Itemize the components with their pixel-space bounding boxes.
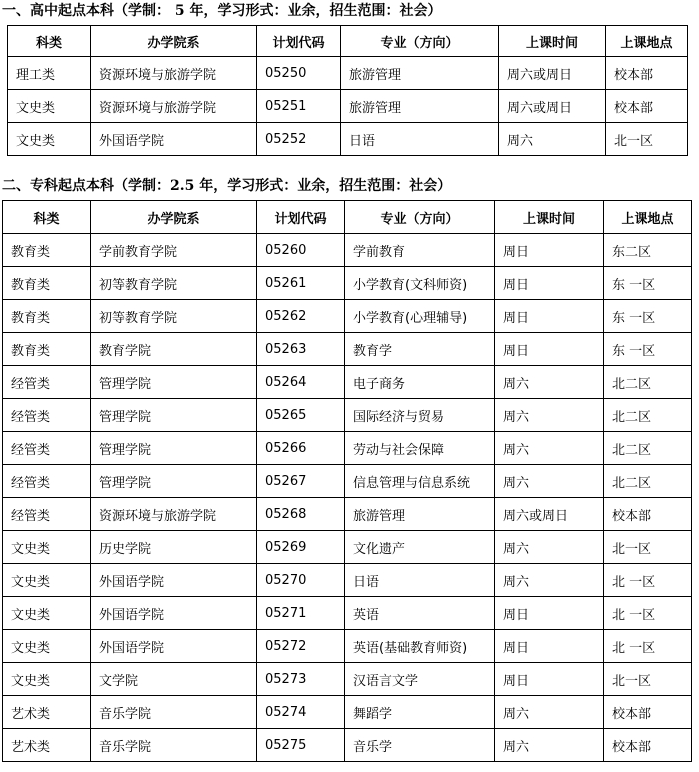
class-time-cell: 周六或周日 xyxy=(495,498,604,531)
column-header-major: 专业（方向） xyxy=(345,201,495,234)
department-cell: 历史学院 xyxy=(91,531,257,564)
table-row xyxy=(3,267,692,300)
class-time-cell: 周六或周日 xyxy=(499,57,606,90)
column-header-class-time: 上课时间 xyxy=(499,26,606,57)
category-cell: 理工类 xyxy=(8,57,91,90)
table-row xyxy=(3,498,692,531)
column-header-location: 上课地点 xyxy=(604,201,692,234)
plan-code-cell: 05264 xyxy=(257,366,345,399)
column-header-category: 科类 xyxy=(8,26,91,57)
plan-code-cell: 05272 xyxy=(257,630,345,663)
section1-table xyxy=(7,25,688,156)
class-time-cell: 周六 xyxy=(495,729,604,762)
department-cell: 管理学院 xyxy=(91,465,257,498)
category-cell: 经管类 xyxy=(3,432,91,465)
category-cell: 经管类 xyxy=(3,498,91,531)
major-cell: 国际经济与贸易 xyxy=(345,399,495,432)
class-time-cell: 周六 xyxy=(499,123,606,156)
location-cell: 北二区 xyxy=(604,432,692,465)
category-cell: 文史类 xyxy=(3,630,91,663)
class-time-cell: 周六 xyxy=(495,399,604,432)
table-row xyxy=(8,90,688,123)
class-time-cell: 周日 xyxy=(495,597,604,630)
plan-code-cell: 05262 xyxy=(257,300,345,333)
class-time-cell: 周六 xyxy=(495,465,604,498)
category-cell: 艺术类 xyxy=(3,696,91,729)
category-cell: 文史类 xyxy=(3,564,91,597)
major-cell: 音乐学 xyxy=(345,729,495,762)
plan-code-cell: 05274 xyxy=(257,696,345,729)
plan-code-cell: 05250 xyxy=(257,57,341,90)
location-cell: 校本部 xyxy=(604,729,692,762)
plan-code-cell: 05261 xyxy=(257,267,345,300)
location-cell: 东 一区 xyxy=(604,333,692,366)
department-cell: 学前教育学院 xyxy=(91,234,257,267)
plan-code-cell: 05260 xyxy=(257,234,345,267)
category-cell: 文史类 xyxy=(3,663,91,696)
category-cell: 文史类 xyxy=(8,90,91,123)
location-cell: 校本部 xyxy=(604,696,692,729)
department-cell: 外国语学院 xyxy=(91,123,257,156)
location-cell: 北 一区 xyxy=(604,564,692,597)
location-cell: 北二区 xyxy=(604,399,692,432)
major-cell: 旅游管理 xyxy=(341,57,499,90)
table-row xyxy=(8,57,688,90)
table-row xyxy=(3,300,692,333)
major-cell: 电子商务 xyxy=(345,366,495,399)
plan-code-cell: 05268 xyxy=(257,498,345,531)
location-cell: 北二区 xyxy=(604,366,692,399)
column-header-department: 办学院系 xyxy=(91,201,257,234)
department-cell: 外国语学院 xyxy=(91,564,257,597)
column-header-class-time: 上课时间 xyxy=(495,201,604,234)
table-row xyxy=(3,333,692,366)
class-time-cell: 周六 xyxy=(495,432,604,465)
plan-code-cell: 05269 xyxy=(257,531,345,564)
plan-code-cell: 05267 xyxy=(257,465,345,498)
department-cell: 文学院 xyxy=(91,663,257,696)
department-cell: 资源环境与旅游学院 xyxy=(91,90,257,123)
major-cell: 小学教育(心理辅导) xyxy=(345,300,495,333)
category-cell: 经管类 xyxy=(3,366,91,399)
table-row xyxy=(3,663,692,696)
category-cell: 文史类 xyxy=(8,123,91,156)
class-time-cell: 周日 xyxy=(495,267,604,300)
table-row xyxy=(3,366,692,399)
class-time-cell: 周日 xyxy=(495,333,604,366)
major-cell: 劳动与社会保障 xyxy=(345,432,495,465)
location-cell: 校本部 xyxy=(606,57,688,90)
department-cell: 管理学院 xyxy=(91,366,257,399)
location-cell: 北二区 xyxy=(604,465,692,498)
class-time-cell: 周六 xyxy=(495,696,604,729)
class-time-cell: 周日 xyxy=(495,234,604,267)
location-cell: 东二区 xyxy=(604,234,692,267)
location-cell: 北 一区 xyxy=(604,597,692,630)
column-header-department: 办学院系 xyxy=(91,26,257,57)
table-row xyxy=(3,531,692,564)
column-header-plan-code: 计划代码 xyxy=(257,201,345,234)
plan-code-cell: 05275 xyxy=(257,729,345,762)
location-cell: 校本部 xyxy=(604,498,692,531)
table-row xyxy=(3,564,692,597)
location-cell: 校本部 xyxy=(606,90,688,123)
major-cell: 教育学 xyxy=(345,333,495,366)
table-row xyxy=(3,630,692,663)
department-cell: 音乐学院 xyxy=(91,696,257,729)
location-cell: 北一区 xyxy=(606,123,688,156)
table-row xyxy=(8,123,688,156)
category-cell: 教育类 xyxy=(3,333,91,366)
plan-code-cell: 05265 xyxy=(257,399,345,432)
major-cell: 汉语言文学 xyxy=(345,663,495,696)
class-time-cell: 周六或周日 xyxy=(499,90,606,123)
plan-code-cell: 05252 xyxy=(257,123,341,156)
major-cell: 文化遗产 xyxy=(345,531,495,564)
plan-code-cell: 05266 xyxy=(257,432,345,465)
section2-title: 二、专科起点本科（学制：2.5 年，学习形式：业余，招生范围：社会） xyxy=(2,178,452,194)
category-cell: 经管类 xyxy=(3,399,91,432)
category-cell: 文史类 xyxy=(3,597,91,630)
table-header-row xyxy=(8,26,688,57)
major-cell: 日语 xyxy=(341,123,499,156)
department-cell: 资源环境与旅游学院 xyxy=(91,57,257,90)
class-time-cell: 周日 xyxy=(495,630,604,663)
table-row xyxy=(3,696,692,729)
department-cell: 音乐学院 xyxy=(91,729,257,762)
department-cell: 外国语学院 xyxy=(91,597,257,630)
major-cell: 旅游管理 xyxy=(341,90,499,123)
column-header-category: 科类 xyxy=(3,201,91,234)
location-cell: 北 一区 xyxy=(604,630,692,663)
department-cell: 外国语学院 xyxy=(91,630,257,663)
location-cell: 北一区 xyxy=(604,531,692,564)
category-cell: 教育类 xyxy=(3,300,91,333)
plan-code-cell: 05273 xyxy=(257,663,345,696)
plan-code-cell: 05263 xyxy=(257,333,345,366)
column-header-plan-code: 计划代码 xyxy=(257,26,341,57)
class-time-cell: 周日 xyxy=(495,663,604,696)
major-cell: 日语 xyxy=(345,564,495,597)
table-row xyxy=(3,399,692,432)
major-cell: 旅游管理 xyxy=(345,498,495,531)
major-cell: 信息管理与信息系统 xyxy=(345,465,495,498)
department-cell: 管理学院 xyxy=(91,399,257,432)
class-time-cell: 周六 xyxy=(495,366,604,399)
plan-code-cell: 05271 xyxy=(257,597,345,630)
category-cell: 经管类 xyxy=(3,465,91,498)
class-time-cell: 周日 xyxy=(495,300,604,333)
section1-title: 一、高中起点本科（学制： 5 年，学习形式：业余，招生范围：社会） xyxy=(2,3,442,19)
table-row xyxy=(3,597,692,630)
major-cell: 英语(基础教育师资) xyxy=(345,630,495,663)
section2-table xyxy=(2,200,692,762)
major-cell: 英语 xyxy=(345,597,495,630)
department-cell: 初等教育学院 xyxy=(91,267,257,300)
table-row xyxy=(3,729,692,762)
category-cell: 教育类 xyxy=(3,267,91,300)
category-cell: 教育类 xyxy=(3,234,91,267)
major-cell: 学前教育 xyxy=(345,234,495,267)
column-header-major: 专业（方向） xyxy=(341,26,499,57)
major-cell: 小学教育(文科师资) xyxy=(345,267,495,300)
department-cell: 初等教育学院 xyxy=(91,300,257,333)
table-row xyxy=(3,432,692,465)
location-cell: 北一区 xyxy=(604,663,692,696)
plan-code-cell: 05251 xyxy=(257,90,341,123)
category-cell: 艺术类 xyxy=(3,729,91,762)
location-cell: 东 一区 xyxy=(604,300,692,333)
plan-code-cell: 05270 xyxy=(257,564,345,597)
category-cell: 文史类 xyxy=(3,531,91,564)
class-time-cell: 周六 xyxy=(495,531,604,564)
department-cell: 资源环境与旅游学院 xyxy=(91,498,257,531)
major-cell: 舞蹈学 xyxy=(345,696,495,729)
location-cell: 东 一区 xyxy=(604,267,692,300)
class-time-cell: 周六 xyxy=(495,564,604,597)
table-header-row xyxy=(3,201,692,234)
table-row xyxy=(3,465,692,498)
column-header-location: 上课地点 xyxy=(606,26,688,57)
table-row xyxy=(3,234,692,267)
department-cell: 教育学院 xyxy=(91,333,257,366)
department-cell: 管理学院 xyxy=(91,432,257,465)
